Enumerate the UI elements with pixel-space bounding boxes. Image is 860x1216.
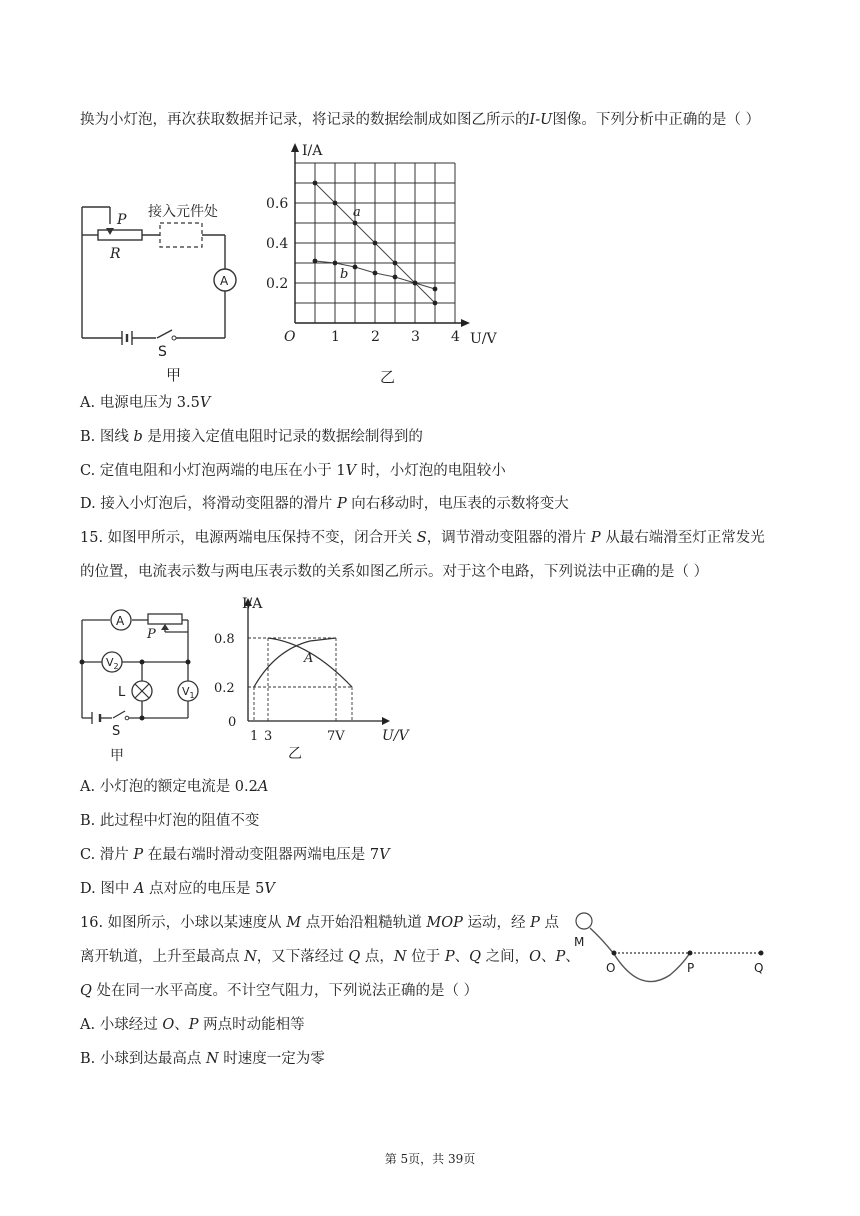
graph14-line-a-point bbox=[373, 241, 378, 246]
graph14-line-b-point bbox=[313, 259, 318, 264]
q15-option-a: A. 小灯泡的额定电流是 0.2A bbox=[80, 779, 269, 795]
graph14-line-b-point bbox=[333, 261, 338, 266]
q16-question-line3: Q 处在同一水平高度。不计空气阻力，下列说法正确的是（ ） bbox=[80, 983, 479, 999]
graph14-line-b-point bbox=[353, 265, 358, 270]
q15-graph-point-a: A bbox=[304, 651, 314, 666]
q16-track-diagram bbox=[570, 905, 790, 990]
graph14-line-a-point bbox=[433, 301, 438, 306]
graph14-y-tick: 0.6 bbox=[266, 196, 289, 212]
label-p: P bbox=[117, 212, 127, 228]
fig-b-caption: 乙 bbox=[380, 368, 396, 386]
q16-label-q: Q bbox=[754, 961, 764, 975]
graph14-y-tick: 0.2 bbox=[266, 276, 289, 292]
q16-label-m: M bbox=[574, 935, 585, 949]
q15-graph-x-7: 7V bbox=[327, 729, 345, 744]
q14-option-b: B. 图线 b 是用接入定值电阻时记录的数据绘制得到的 bbox=[80, 429, 423, 445]
q15-fig-a-caption: 甲 bbox=[110, 748, 124, 764]
intro-text: 换为小灯泡，再次获取数据并记录，将记录的数据绘制成如图乙所示的 bbox=[80, 112, 530, 128]
graph14-line-b-point bbox=[433, 287, 438, 292]
q14-option-d: D. 接入小灯泡后，将滑动变阻器的滑片 P 向右移动时，电压表的示数将变大 bbox=[80, 496, 569, 512]
graph14-line-a-point bbox=[313, 181, 318, 186]
intro-line bbox=[80, 110, 760, 130]
q14-option-c: C. 定值电阻和小灯泡两端的电压在小于 1V 时，小灯泡的电阻较小 bbox=[80, 463, 506, 479]
q15-v2-label: $V_2$ bbox=[106, 656, 119, 671]
q15-graph-y-08: 0.8 bbox=[214, 632, 235, 647]
q16-label-p: P bbox=[687, 961, 695, 975]
graph14-origin: O bbox=[284, 329, 296, 345]
graph14-line-a-point bbox=[333, 201, 338, 206]
graph14-line-b-label: b bbox=[340, 267, 349, 282]
page-footer: 第 5页，共 39页 bbox=[384, 1152, 476, 1166]
q15-switch-label: S bbox=[112, 724, 121, 739]
graph14-line-b-point bbox=[413, 281, 418, 286]
intro-text-end: 图像。下列分析中正确的是（ ） bbox=[552, 112, 760, 128]
label-r: R bbox=[110, 246, 121, 262]
graph14-line-a-point bbox=[353, 221, 358, 226]
q15-option-d: D. 图中 A 点对应的电压是 5V bbox=[80, 881, 275, 897]
fig-a-caption: 甲 bbox=[166, 366, 182, 384]
q16-label-o: O bbox=[606, 961, 616, 975]
q15-graph-ylabel: I/A bbox=[242, 596, 263, 612]
q15-graph-x-1: 1 bbox=[250, 729, 259, 744]
q15-graph-x-3: 3 bbox=[264, 729, 273, 744]
graph14-y-tick: 0.4 bbox=[266, 236, 289, 252]
q15-ammeter-label: A bbox=[116, 614, 125, 628]
q15-question-line1: 15. 如图甲所示，电源两端电压保持不变，闭合开关 S，调节滑动变阻器的滑片 P 从最右端滑至灯正常发光 bbox=[80, 530, 765, 546]
q15-circuit-diagram bbox=[70, 600, 210, 770]
q16-question-line2: 离开轨道，上升至最高点 N，又下落经过 Q 点，N 位于 P、Q 之间，O、P、 bbox=[80, 949, 580, 965]
q15-iu-graph bbox=[210, 588, 420, 768]
q14-option-a: A. 电源电压为 3.5V bbox=[80, 395, 211, 411]
q14-circuit-diagram bbox=[70, 190, 250, 385]
q15-fig-b-caption: 乙 bbox=[288, 746, 302, 762]
ammeter-label: A bbox=[220, 274, 229, 288]
label-element-position: 接入元件处 bbox=[148, 204, 218, 220]
graph14-line-a-label: a bbox=[353, 205, 361, 220]
q14-iu-graph bbox=[260, 138, 520, 388]
graph14-x-tick: 3 bbox=[411, 329, 420, 345]
q15-graph-y-02: 0.2 bbox=[214, 681, 235, 696]
q16-option-b: B. 小球到达最高点 N 时速度一定为零 bbox=[80, 1051, 325, 1067]
q15-graph-y-0: 0 bbox=[228, 715, 237, 730]
graph14-ylabel: I/A bbox=[302, 143, 323, 159]
q15-option-c: C. 滑片 P 在最右端时滑动变阻器两端电压是 7V bbox=[80, 847, 390, 863]
graph14-xlabel: U/V bbox=[470, 331, 497, 347]
graph14-x-tick: 2 bbox=[371, 329, 380, 345]
q15-v1-label: $V_1$ bbox=[182, 685, 195, 700]
q15-option-b: B. 此过程中灯泡的阻值不变 bbox=[80, 813, 260, 829]
graph14-x-tick: 1 bbox=[331, 329, 340, 345]
iu-symbol: I-U bbox=[529, 112, 553, 128]
graph14-line-a-point bbox=[393, 261, 398, 266]
graph14-line-b-point bbox=[393, 275, 398, 280]
graph14-line-b-point bbox=[373, 271, 378, 276]
q16-option-a: A. 小球经过 O、P 两点时动能相等 bbox=[80, 1017, 305, 1033]
q15-question-line2: 的位置，电流表示数与两电压表示数的关系如图乙所示。对于这个电路，下列说法中正确的是（ ） bbox=[80, 564, 709, 580]
q16-question-line1: 16. 如图所示，小球以某速度从 M 点开始沿粗糙轨道 MOP 运动，经 P 点 bbox=[80, 915, 559, 931]
graph14-x-tick: 4 bbox=[451, 329, 460, 345]
q15-graph-xlabel: U/V bbox=[382, 728, 409, 744]
q15-lamp-label: L bbox=[118, 685, 126, 700]
switch-label: S bbox=[158, 344, 167, 360]
q15-label-p: P bbox=[147, 627, 156, 642]
